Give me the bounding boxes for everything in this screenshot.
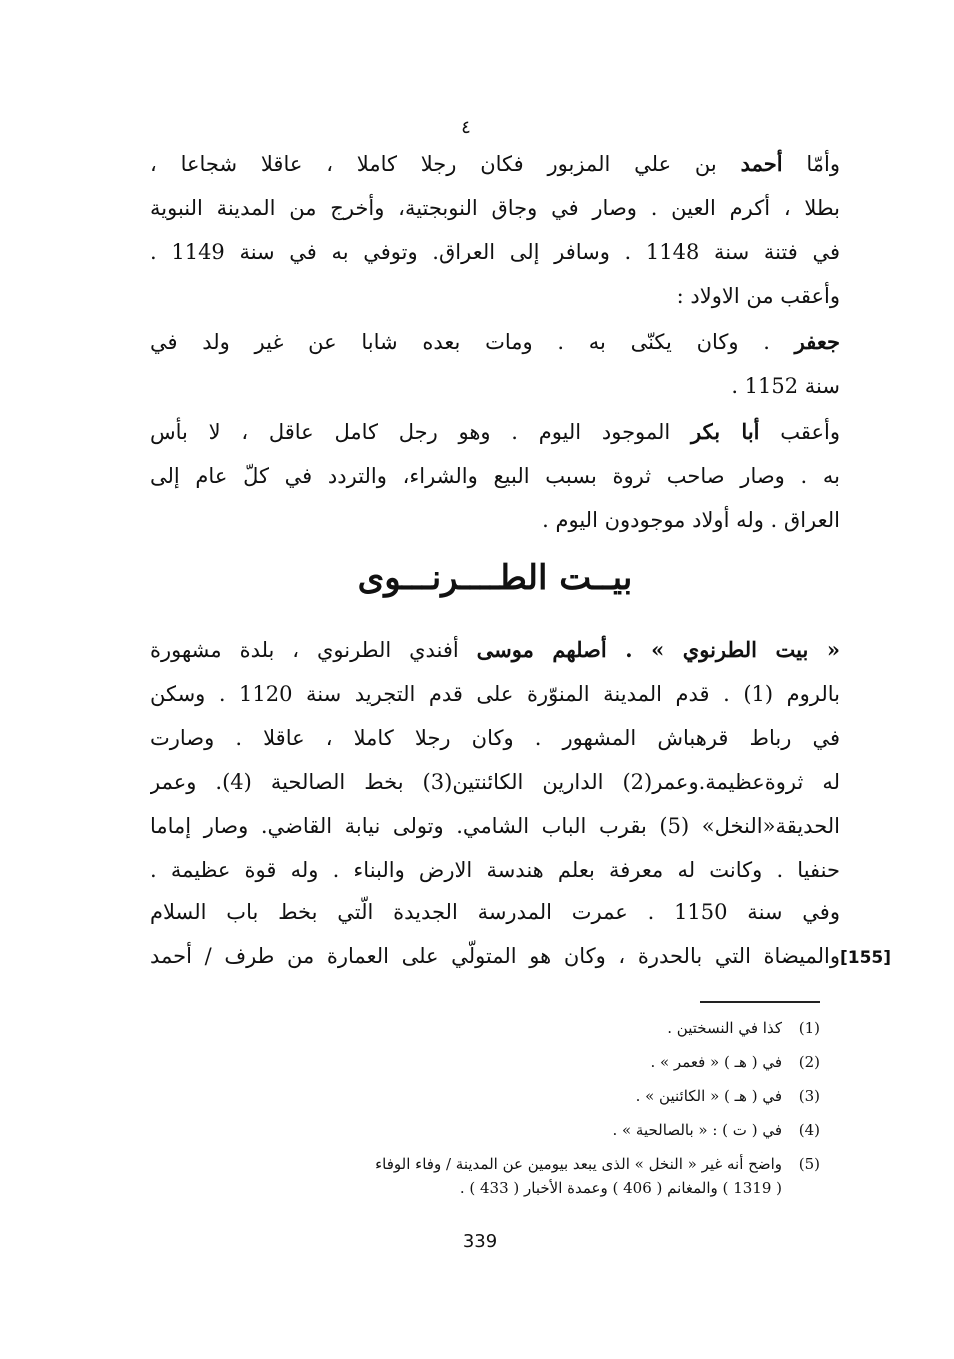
text-run: وأمّا <box>782 152 840 176</box>
text-line: بالروم (1) . قدم المدينة المنوّرة على قدم التجريد سنة 1120 . وسكن <box>150 682 840 706</box>
footnote <box>140 1084 820 1108</box>
footnote-text: في ( هـ ) « الكائنين » . <box>635 1087 782 1105</box>
text-line: له ثروةعظيمة.وعمر(2) الدارين الكائنتين(3) بخط الصالحية (4). وعمر <box>150 770 840 794</box>
paragraph-jafar <box>150 320 840 408</box>
text-line <box>150 410 840 454</box>
footnote-text: كذا في النسختين . <box>667 1019 782 1037</box>
text-line: العراق . وله أولاد موجودون اليوم . <box>542 508 840 532</box>
footnote-number: (5) <box>798 1155 820 1173</box>
footnote-number: (1) <box>798 1019 820 1037</box>
footnote-number: (3) <box>798 1087 820 1105</box>
text-line <box>150 142 840 186</box>
text-run: الموجود اليوم . وهو رجل كامل عاقل ، لا بأس <box>150 420 692 444</box>
section-heading: بيــت الطــــرنـــوى <box>357 558 633 598</box>
footnote <box>140 1118 820 1142</box>
name-ahmad: أحمد <box>740 151 783 176</box>
name-abu-bakr: أبا بكر <box>691 419 760 444</box>
text-run: . وكان يكنّى به . ومات بعده شابا عن غير ولد في <box>150 330 795 354</box>
page-number: 339 <box>462 1231 498 1252</box>
footnote-divider <box>700 1001 820 1003</box>
paragraph-ahmad <box>150 142 840 318</box>
footnote-text <box>140 1152 782 1200</box>
text-run: وأعقب <box>759 420 840 444</box>
footnote-number: (2) <box>798 1053 820 1071</box>
name-jafar: جعفر <box>794 329 840 354</box>
text-line: وأعقب من الاولاد : <box>676 284 840 308</box>
footnote <box>140 1050 820 1074</box>
text-line <box>150 320 840 364</box>
manuscript-page-ref: [155] <box>840 948 892 968</box>
footnote-line: ( 1319 ) والمغانم ( 406 ) وعمدة الأخبار ( 433 ) . <box>459 1179 782 1197</box>
text-run-bold: « بيت الطرنوي » . أصلهم <box>533 637 840 662</box>
footnote-text: في ( ت ) : « بالصالحية » . <box>612 1121 782 1139</box>
footnote-text: في ( هـ ) « فعمر » . <box>650 1053 782 1071</box>
text-line: والميضاة التي بالحدرة ، وكان هو المتولّي على العمارة من طرف / أحمد <box>150 944 840 968</box>
footnote-line: واضح أنه غير « النخل » الذى يبعد بيومين عن المدينة / وفاء الوفاء <box>375 1155 782 1173</box>
text-line: الحديقة«النخل» (5) بقرب الباب الشامي. وتولى نيابة القاضي. وصار إماما <box>150 814 840 838</box>
footnote-number: (4) <box>798 1121 820 1139</box>
text-run: بن علي المزبور فكان رجلا كاملا ، عاقلا شجاعا ، <box>150 152 741 176</box>
name-musa: موسى <box>476 637 534 662</box>
text-line: في رباط قرهباش المشهور . وكان رجلا كاملا ، عاقلا . وصارت <box>150 726 840 750</box>
footnote <box>140 1016 820 1040</box>
text-line: في فتنة سنة 1148 . وسافر إلى العراق. وتوفي به في سنة 1149 . <box>150 240 840 264</box>
text-line: بطلا ، أكرم العين . وصار في وجاق النوبجتية، وأخرج من المدينة النبوية <box>150 196 840 220</box>
paragraph-year-1150 <box>150 890 840 978</box>
text-line: وفي سنة 1150 . عمرت المدرسة الجديدة الّتي بخط باب السلام <box>150 900 840 924</box>
paragraph-abu-bakr <box>150 410 840 542</box>
text-run: أفندي الطرنوي ، بلدة مشهورة <box>150 638 477 662</box>
top-mark: ٤ <box>461 117 471 138</box>
footnote <box>140 1152 820 1200</box>
text-line <box>150 628 840 672</box>
text-line: حنفيا . وكانت له معرفة بعلم هندسة الارض والبناء . وله قوة عظيمة . <box>150 858 840 882</box>
footnotes <box>140 1016 820 1204</box>
text-line: سنة 1152 . <box>731 374 840 398</box>
text-line: به . وصار صاحب ثروة بسبب البيع والشراء، والتردد في كلّ عام إلى <box>150 464 840 488</box>
paragraph-tarnawi <box>150 628 840 892</box>
